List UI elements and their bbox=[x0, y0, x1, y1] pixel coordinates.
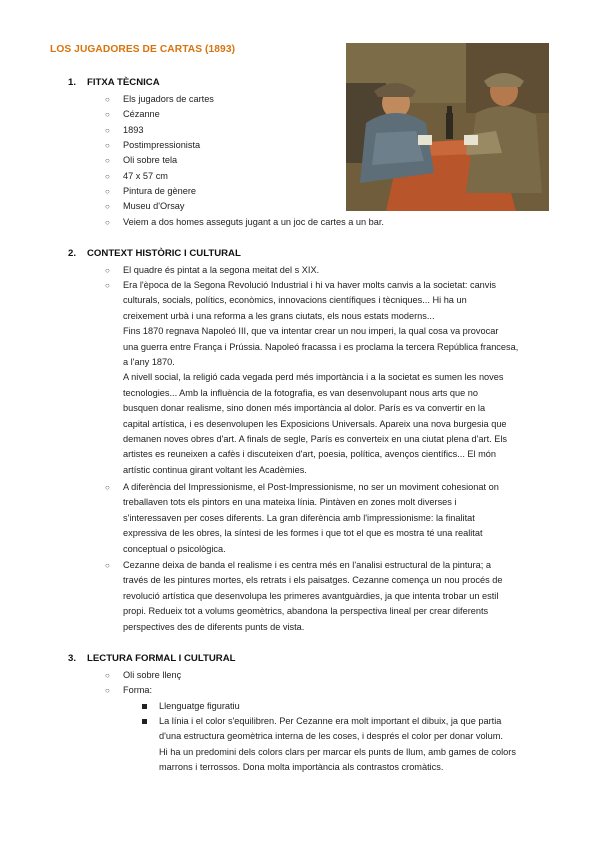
square-bullet-icon bbox=[142, 719, 147, 724]
circle-bullet-icon: ○ bbox=[105, 266, 110, 275]
text-line: s'interessaven per coses diferents. La gran diferència amb l'impressionisme: la finalitat bbox=[123, 512, 475, 523]
square-bullet-icon bbox=[142, 704, 147, 709]
circle-bullet-icon: ○ bbox=[105, 561, 110, 570]
text-line: Hi ha un predomini dels colors clars per marcar els punts de llum, amb games de colors bbox=[159, 746, 516, 757]
circle-bullet-icon: ○ bbox=[105, 218, 110, 227]
list-item-text: Postimpressionista bbox=[123, 140, 201, 150]
section-title: LECTURA FORMAL I CULTURAL bbox=[87, 653, 236, 664]
list-item bbox=[105, 480, 499, 557]
sub-list-item bbox=[159, 714, 516, 776]
text-line: treballaven tots els pintors en una mateixa línia. Pintàven en zones molt diverses i bbox=[123, 497, 457, 508]
list-item-text: El quadre és pintat a la segona meitat del s XIX. bbox=[123, 265, 320, 275]
text-line: artístic continua girant voltant les Acadèmies. bbox=[123, 464, 307, 475]
section-heading-fitxa-tecnica bbox=[68, 77, 160, 88]
circle-bullet-icon: ○ bbox=[105, 281, 110, 290]
section-title: FITXA TÈCNICA bbox=[87, 77, 160, 88]
circle-bullet-icon: ○ bbox=[105, 141, 110, 150]
circle-bullet-icon: ○ bbox=[105, 172, 110, 181]
list-item bbox=[105, 184, 197, 199]
text-line: revolució artística que desenvolupa les primeres avantguàrdies, ja que intenta trobar un estil bbox=[123, 590, 499, 601]
text-line: artistes es reuneixen a cafès i discuteixen d'art, poesia, política, avenços científics... El món bbox=[123, 449, 497, 460]
list-item-text: 1893 bbox=[123, 125, 144, 135]
list-item bbox=[105, 215, 384, 230]
circle-bullet-icon: ○ bbox=[105, 126, 110, 135]
document-title: LOS JUGADORES DE CARTAS (1893) bbox=[50, 44, 236, 55]
text-line: Fins 1870 regnava Napoleó III, que va intentar crear un nou imperi, la qual cosa va provocar bbox=[123, 326, 499, 337]
painting-card-players-image bbox=[346, 43, 549, 211]
section-title: CONTEXT HISTÒRIC I CULTURAL bbox=[87, 248, 241, 259]
section-heading-lectura bbox=[68, 653, 236, 664]
list-item-text: Museu d'Orsay bbox=[123, 201, 185, 211]
list-item-text: 47 x 57 cm bbox=[123, 171, 168, 181]
list-item-text: Oli sobre llenç bbox=[123, 670, 182, 680]
list-item bbox=[105, 153, 178, 168]
circle-bullet-icon: ○ bbox=[105, 95, 110, 104]
text-line: Cezanne deixa de banda el realisme i es centra més en l'analisi estructural de la pintura; a bbox=[123, 560, 491, 570]
section-number: 2. bbox=[68, 248, 77, 259]
list-item-text: Forma: bbox=[123, 685, 153, 695]
list-item bbox=[105, 123, 144, 138]
list-item-text: Llenguatge figuratiu bbox=[159, 701, 240, 711]
text-line: propi. Redueix tot a volums geomètrics, abandona la perspectiva lineal per crear diferents bbox=[123, 606, 489, 617]
text-line: a l'any 1870. bbox=[123, 357, 175, 368]
text-line: Era l'època de la Segona Revolució Industrial i hi va haver molts canvis a la societat: canvis bbox=[123, 280, 497, 290]
text-line: busquen donar realisme, sino donen més importància al dolor. París es va convertir en la bbox=[123, 403, 486, 414]
list-item bbox=[105, 683, 153, 698]
circle-bullet-icon: ○ bbox=[105, 187, 110, 196]
circle-bullet-icon: ○ bbox=[105, 156, 110, 165]
circle-bullet-icon: ○ bbox=[105, 686, 110, 695]
text-line: A nivell social, la religió cada vegada perd més importància i a la societat es sumen les noves bbox=[123, 372, 504, 383]
sub-list-item bbox=[159, 699, 240, 714]
text-line: culturals, socials, polítics, econòmics, innovacions científiques i tècniques... Hi ha un bbox=[123, 295, 467, 306]
text-line: La línia i el color s'equilibren. Per Cezanne era molt important el dibuix, ja que partia bbox=[159, 716, 502, 726]
text-line: perspectives des de diferents punts de vista. bbox=[123, 621, 305, 632]
list-item-text: Els jugadors de cartes bbox=[123, 94, 214, 104]
section-number: 3. bbox=[68, 653, 77, 664]
list-item bbox=[105, 558, 503, 635]
list-item bbox=[105, 263, 320, 278]
painting-image bbox=[346, 43, 549, 211]
text-line: conceptual o psicològica. bbox=[123, 543, 226, 554]
list-item bbox=[105, 199, 185, 214]
list-item bbox=[105, 169, 168, 184]
text-line: demanen noves obres d'art. A finals de segle, París es converteix en una ciutat plena d'art. Els bbox=[123, 434, 507, 445]
text-line: marrons i terrossos. Dona molta importància als contrastos cromàtics. bbox=[159, 762, 444, 773]
list-item-text: Pintura de gènere bbox=[123, 186, 197, 196]
text-line: través de les pintures mortes, els retrats i els paisatges. Cezanne comença un nou procés de bbox=[123, 575, 503, 586]
list-item-text: Oli sobre tela bbox=[123, 155, 178, 165]
circle-bullet-icon: ○ bbox=[105, 202, 110, 211]
text-line: tecnologies... Amb la influència de la fotografia, es van desenvolupant nous arts que no bbox=[123, 387, 478, 398]
circle-bullet-icon: ○ bbox=[105, 671, 110, 680]
list-item bbox=[105, 107, 160, 122]
section-number: 1. bbox=[68, 77, 77, 88]
section-heading-context bbox=[68, 248, 241, 259]
list-item-text: Veiem a dos homes asseguts jugant a un joc de cartes a un bar. bbox=[123, 217, 384, 227]
list-item bbox=[105, 668, 182, 683]
text-line: d'una estructura geomètrica interna de les coses, i després el color per donar volum. bbox=[159, 731, 503, 742]
list-item bbox=[105, 92, 214, 107]
text-line: una guerra entre França i Prússia. Napoleó fracassa i es proclama la tercera República francesa, bbox=[123, 341, 519, 352]
circle-bullet-icon: ○ bbox=[105, 483, 110, 492]
text-line: A diferència del Impressionisme, el Post-Impressionisme, no ser un moviment cohesionat on bbox=[123, 482, 499, 492]
circle-bullet-icon: ○ bbox=[105, 110, 110, 119]
list-item bbox=[105, 138, 201, 153]
list-item bbox=[105, 278, 519, 478]
list-item-text: Cézanne bbox=[123, 109, 160, 119]
text-line: creixement urbà i una reforma a les grans ciutats, els nous estats moderns... bbox=[123, 310, 435, 321]
text-line: expressiva de les obres, la síntesi de les formes i que tot el que es mostra té una realitat bbox=[123, 528, 483, 539]
text-line: capital artística, i es desenvolupen les Exposicions Universals. Apareix una nova burgesia que bbox=[123, 418, 507, 429]
